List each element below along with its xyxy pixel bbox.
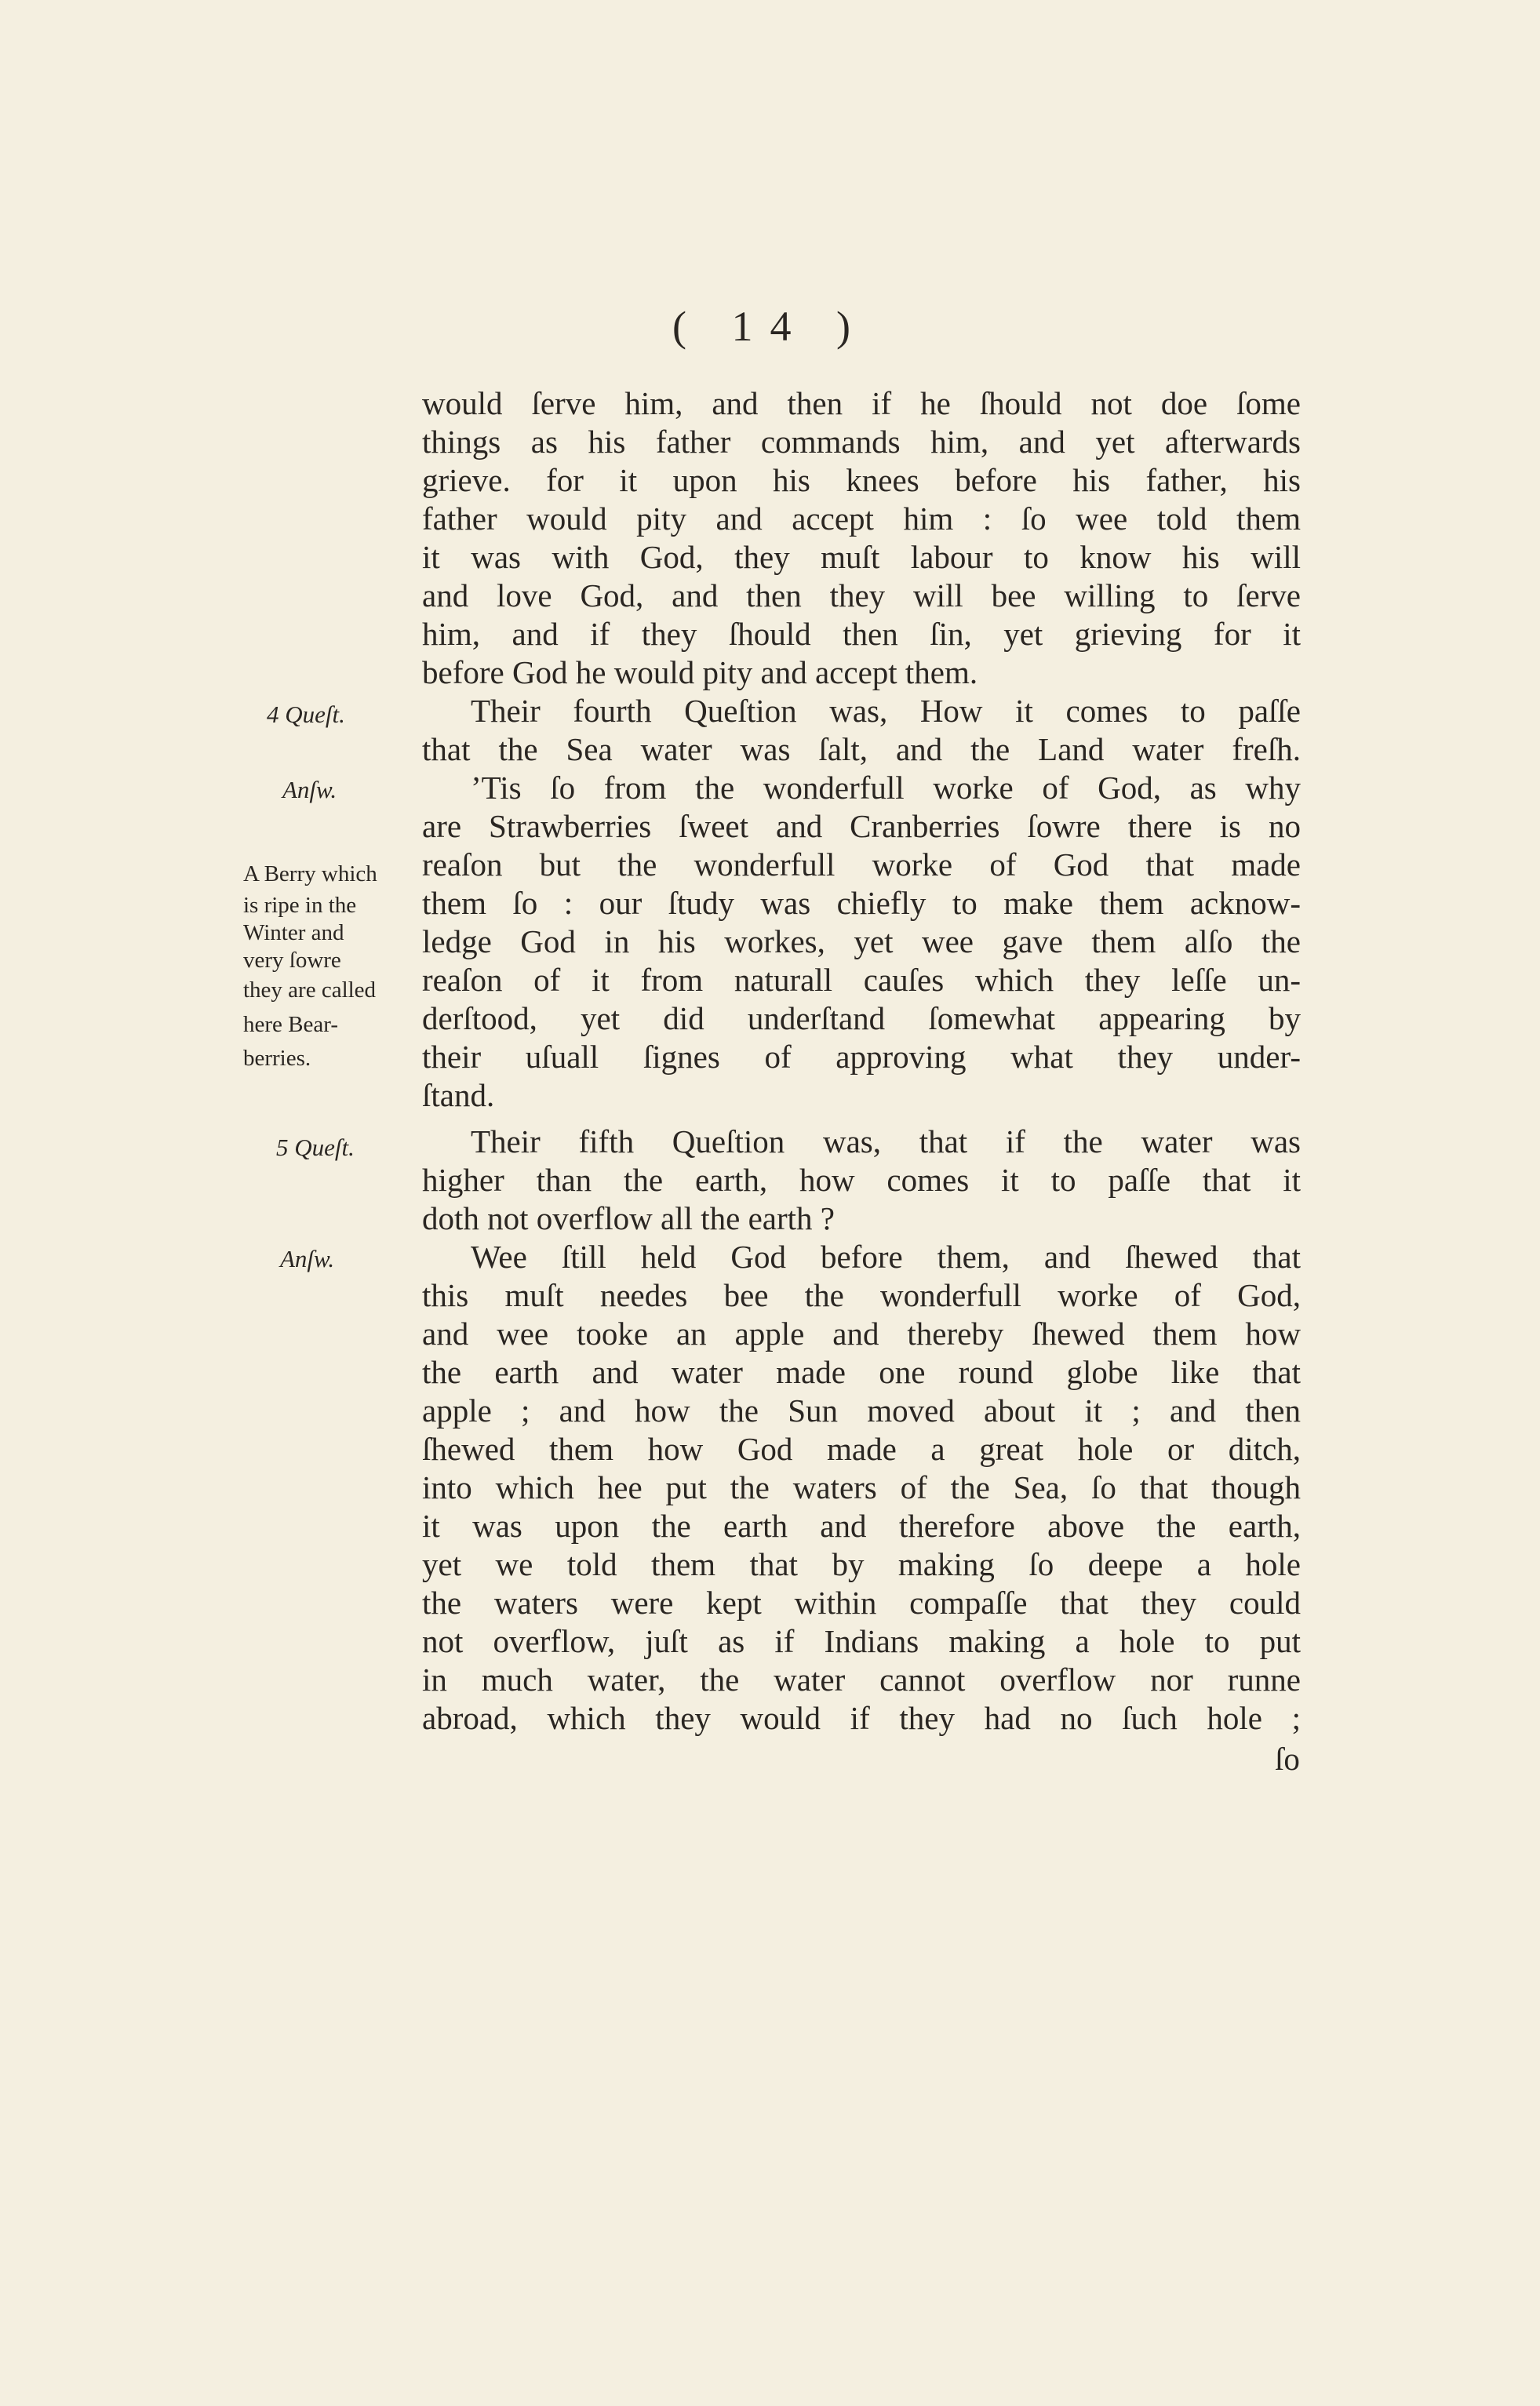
- body-line: apple ; and how the Sun moved about it ; and then: [422, 1392, 1301, 1429]
- body-line: Their fourth Queſtion was, How it comes to paſſe: [471, 693, 1301, 729]
- margin-answer-1: Anſw.: [282, 776, 337, 803]
- body-line: Their fifth Queſtion was, that if the water was: [471, 1123, 1301, 1159]
- body-line: ſhewed them how God made a great hole or ditch,: [422, 1431, 1301, 1467]
- body-line: higher than the earth, how comes it to paſſe that it: [422, 1162, 1301, 1198]
- body-line: ’Tis ſo from the wonderfull worke of God, as why: [471, 770, 1301, 806]
- body-line: it was upon the earth and therefore above the earth,: [422, 1508, 1301, 1544]
- body-line: would ſerve him, and then if he ſhould not doe ſome: [422, 385, 1301, 421]
- margin-berry-line: is ripe in the: [243, 893, 357, 918]
- margin-question-4: 4 Queſt.: [267, 701, 345, 728]
- body-line: ledge God in his workes, yet wee gave them alſo the: [422, 923, 1301, 959]
- margin-berry-line: here Bear-: [243, 1012, 338, 1037]
- body-line: derſtood, yet did underſtand ſomewhat appearing by: [422, 1000, 1301, 1036]
- margin-berry-line: very ſowre: [243, 948, 341, 973]
- body-line: that the Sea water was ſalt, and the Land water freſh.: [422, 731, 1301, 767]
- body-line: reaſon of it from naturall cauſes which they leſſe un-: [422, 962, 1301, 998]
- body-line: yet we told them that by making ſo deepe a hole: [422, 1546, 1301, 1582]
- catchword: ſo: [1275, 1741, 1300, 1777]
- body-line: in much water, the water cannot overflow nor runne: [422, 1662, 1301, 1698]
- body-line: Wee ſtill held God before them, and ſhewed that: [471, 1239, 1301, 1275]
- margin-berry-line: they are called: [243, 977, 377, 1003]
- margin-berry-line: Winter and: [243, 920, 344, 945]
- body-line: before God he would pity and accept them.: [422, 654, 978, 690]
- body-line: it was with God, they muſt labour to know his will: [422, 539, 1301, 575]
- body-line: them ſo : our ſtudy was chiefly to make them acknow-: [422, 885, 1301, 921]
- body-line: and love God, and then they will bee willing to ſerve: [422, 577, 1301, 613]
- body-line: into which hee put the waters of the Sea, ſo that though: [422, 1469, 1301, 1505]
- margin-berry-line: berries.: [243, 1046, 311, 1071]
- body-line: ſtand.: [422, 1077, 495, 1113]
- body-line: him, and if they ſhould then ſin, yet grieving for it: [422, 616, 1301, 652]
- body-line: doth not overflow all the earth ?: [422, 1200, 835, 1236]
- margin-berry-line: A Berry which: [243, 861, 377, 886]
- page-number: ( 14 ): [672, 303, 868, 350]
- margin-answer-2: Anſw.: [280, 1245, 335, 1272]
- body-line: grieve. for it upon his knees before his father, his: [422, 462, 1301, 498]
- margin-question-5: 5 Queſt.: [276, 1134, 355, 1161]
- body-line: their uſuall ſignes of approving what they under-: [422, 1039, 1301, 1075]
- body-line: and wee tooke an apple and thereby ſhewed them how: [422, 1316, 1301, 1352]
- body-line: father would pity and accept him : ſo wee told them: [422, 500, 1301, 537]
- body-line: the earth and water made one round globe like that: [422, 1354, 1301, 1390]
- body-line: abroad, which they would if they had no ſuch hole ;: [422, 1700, 1301, 1736]
- body-line: not overflow, juſt as if Indians making a hole to put: [422, 1623, 1301, 1659]
- body-line: the waters were kept within compaſſe that they could: [422, 1585, 1301, 1621]
- body-line: this muſt needes bee the wonderfull worke of God,: [422, 1277, 1301, 1313]
- body-line: things as his father commands him, and yet afterwards: [422, 424, 1301, 460]
- body-line: reaſon but the wonderfull worke of God that made: [422, 846, 1301, 883]
- body-line: are Strawberries ſweet and Cranberries ſowre there is no: [422, 808, 1301, 844]
